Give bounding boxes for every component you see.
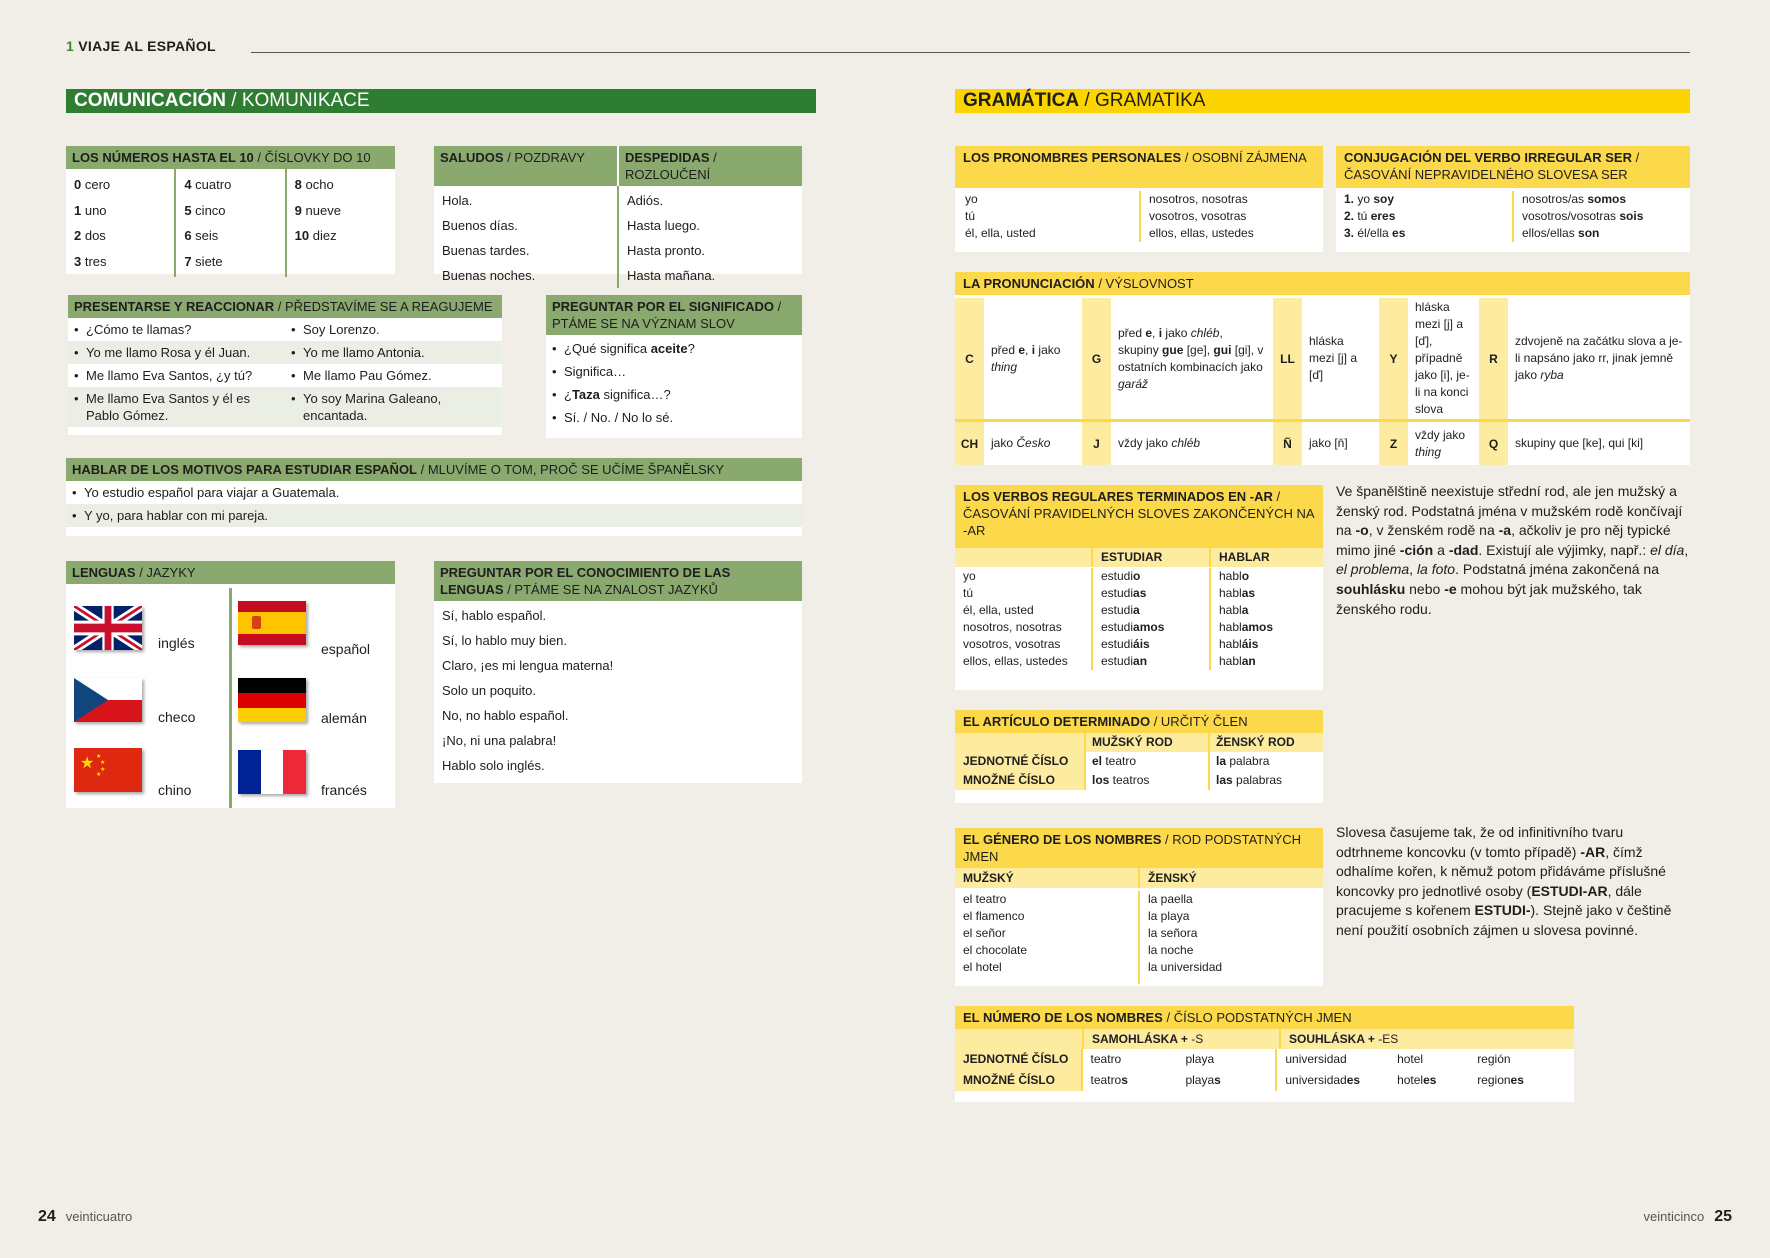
verbo-hablar: hablas bbox=[1219, 586, 1256, 600]
numero-row bbox=[955, 1070, 1574, 1091]
verbo-estudiar: estudio bbox=[1101, 569, 1141, 583]
genero-masculine bbox=[955, 891, 1140, 984]
significado-item: • ¿Taza significa…? bbox=[546, 383, 802, 406]
articulo-row bbox=[955, 752, 1323, 771]
ser-plur-item: ellos/ellas son bbox=[1522, 226, 1600, 240]
numero-cell: playas bbox=[1185, 1073, 1221, 1087]
pronunciacion-letter: CH bbox=[955, 422, 984, 465]
numero-item: 6 seis bbox=[184, 228, 219, 243]
pronunciacion-desc: vždy jako thing bbox=[1415, 427, 1466, 459]
saludo-item: Hola. bbox=[442, 193, 473, 208]
verbo-estudiar: estudiamos bbox=[1101, 620, 1165, 634]
lengua-label: checo bbox=[158, 709, 196, 725]
ser-plur-item: nosotros/as somos bbox=[1522, 192, 1627, 206]
articulo-rows bbox=[955, 752, 1323, 790]
lengua-label: español bbox=[321, 641, 371, 657]
numero-cell: teatro bbox=[1081, 1049, 1178, 1070]
saludos-box bbox=[434, 146, 802, 283]
verbos-col-hablar: HABLAR bbox=[1209, 548, 1323, 567]
pronunciacion-letter: Y bbox=[1379, 298, 1408, 419]
genero-f-item: la playa bbox=[1148, 909, 1190, 923]
verbo-person: nosotros, nosotras bbox=[963, 620, 1062, 634]
presentarse-text: • Me llamo Pau Gómez. bbox=[285, 364, 502, 387]
comunicacion-title-bar: COMUNICACIÓN / KOMUNIKACE bbox=[66, 89, 816, 113]
svg-text:★: ★ bbox=[80, 753, 95, 772]
conocimiento-item: No, no hablo español. bbox=[442, 708, 569, 723]
presentarse-question bbox=[68, 318, 285, 341]
numero-box bbox=[955, 1006, 1574, 1102]
presentarse-question bbox=[68, 341, 285, 364]
pronunciacion-letter: C bbox=[955, 298, 984, 419]
genero-m-item: el chocolate bbox=[963, 943, 1028, 957]
presentarse-text: • Yo me llamo Antonia. bbox=[285, 341, 502, 364]
header-rule bbox=[251, 52, 1690, 53]
numero-item: 4 cuatro bbox=[184, 177, 232, 192]
presentarse-answer bbox=[285, 387, 502, 427]
genero-m-item: el señor bbox=[963, 926, 1006, 940]
verbo-person: él, ella, usted bbox=[963, 603, 1034, 617]
numero-cell: hoteles bbox=[1397, 1073, 1437, 1087]
pronombre-sing: yo bbox=[965, 192, 978, 206]
motivos-heading: HABLAR DE LOS MOTIVOS PARA ESTUDIAR ESPAÑOL / MLUVÍME O TOM, PROČ SE UČÍME ŠPANĚLSKY bbox=[66, 458, 802, 481]
presentarse-text: • ¿Cómo te llamas? bbox=[68, 318, 285, 341]
presentarse-row bbox=[68, 341, 502, 364]
conocimiento-item: Claro, ¡es mi lengua materna! bbox=[442, 658, 614, 673]
motivos-list bbox=[66, 481, 802, 527]
presentarse-row bbox=[68, 387, 502, 427]
ser-singular bbox=[1336, 191, 1514, 242]
presentarse-question bbox=[68, 387, 285, 427]
numero-item: 7 siete bbox=[184, 253, 223, 269]
conocimiento-item: Hablo solo inglés. bbox=[442, 758, 545, 773]
footer-right bbox=[1644, 1208, 1733, 1226]
presentarse-question bbox=[68, 364, 285, 387]
presentarse-answer bbox=[285, 318, 502, 341]
articulo-row bbox=[955, 771, 1323, 790]
verbos-estudiar bbox=[1091, 568, 1209, 670]
articulo-f: la palabra bbox=[1208, 752, 1323, 771]
articulo-box bbox=[955, 710, 1323, 803]
conocimiento-item: Sí, lo hablo muy bien. bbox=[442, 633, 568, 648]
presentarse-text: • Yo soy Marina Galeano, encantada. bbox=[285, 387, 502, 427]
articulo-m: el teatro bbox=[1084, 752, 1208, 771]
numero-cell: universidad bbox=[1275, 1049, 1389, 1070]
numero-item: 3 tres bbox=[74, 253, 107, 269]
numero-cell: universidades bbox=[1275, 1070, 1389, 1091]
presentarse-text: • Me llamo Eva Santos y él es Pablo Gómez. bbox=[68, 387, 285, 427]
presentarse-text: • Me llamo Eva Santos, ¿y tú? bbox=[68, 364, 285, 387]
saludo-item: Buenos días. bbox=[442, 218, 518, 233]
numero-row bbox=[955, 1049, 1574, 1070]
china-flag bbox=[74, 748, 142, 792]
motivo-item: • Yo estudio español para viajar a Guatemala. bbox=[66, 481, 802, 504]
pronombres-plural bbox=[1141, 191, 1323, 242]
pronombres-heading: LOS PRONOMBRES PERSONALES / OSOBNÍ ZÁJMENA bbox=[955, 146, 1323, 188]
pronunciacion-desc: vždy jako chléb bbox=[1118, 436, 1201, 450]
pronunciacion-letter: R bbox=[1479, 298, 1508, 419]
numeros-column bbox=[176, 169, 286, 277]
numero-item: 1 uno bbox=[74, 202, 107, 218]
unit-title: VIAJE AL ESPAÑOL bbox=[78, 38, 216, 54]
presentarse-answer bbox=[285, 364, 502, 387]
conocimiento-list bbox=[434, 601, 802, 778]
despedida-item: Hasta mañana. bbox=[627, 268, 716, 283]
conocimiento-item: ¡No, ni una palabra! bbox=[442, 733, 557, 748]
numero-cell: región bbox=[1477, 1052, 1511, 1066]
genero-f-item: la noche bbox=[1148, 943, 1194, 957]
numeros-heading: LOS NÚMEROS HASTA EL 10 / ČÍSLOVKY DO 10 bbox=[66, 146, 395, 169]
saludo-item: Buenas noches. bbox=[442, 268, 536, 283]
ser-sing-item: 2. tú eres bbox=[1344, 209, 1396, 223]
numero-cell: playa bbox=[1185, 1052, 1215, 1066]
verbos-col-estudiar: ESTUDIAR bbox=[1091, 548, 1209, 567]
despedida-item: Hasta luego. bbox=[627, 218, 700, 233]
pronunciacion-box bbox=[955, 272, 1690, 465]
verbos-persons bbox=[955, 568, 1091, 670]
verbo-estudiar: estudian bbox=[1101, 654, 1148, 668]
ser-sing-item: 1. yo soy bbox=[1344, 192, 1395, 206]
conocimiento-item: Sí, hablo español. bbox=[442, 608, 547, 623]
articulo-col-f: ŽENSKÝ ROD bbox=[1208, 733, 1323, 752]
verbo-person: vosotros, vosotras bbox=[963, 637, 1061, 651]
pronombre-sing: tú bbox=[965, 209, 976, 223]
uk-flag bbox=[74, 606, 142, 650]
page-word-right: veinticinco bbox=[1643, 1209, 1705, 1224]
presentarse-text: • Yo me llamo Rosa y él Juan. bbox=[68, 341, 285, 364]
despedidas-heading: DESPEDIDAS / ROZLOUČENÍ bbox=[619, 146, 802, 186]
pronunciacion-desc: skupiny que [ke], qui [ki] bbox=[1515, 436, 1644, 450]
verbos-hablar bbox=[1209, 568, 1323, 670]
pronunciacion-letter: J bbox=[1082, 422, 1111, 465]
numero-item: 0 cero bbox=[74, 177, 111, 192]
pronunciacion-desc: hláska mezi [j] a [ď] bbox=[1309, 334, 1358, 382]
genero-f-item: la paella bbox=[1148, 892, 1193, 906]
conocimiento-box bbox=[434, 561, 802, 783]
pronunciacion-letter: G bbox=[1082, 298, 1111, 419]
verbo-hablar: hablan bbox=[1219, 654, 1256, 668]
ser-plural bbox=[1514, 191, 1690, 242]
pronunciacion-desc: zdvojeně na začátku slova a je-li napsáno jako rr, jinak jemně jako ryba bbox=[1515, 334, 1683, 382]
presentarse-text: • Soy Lorenzo. bbox=[285, 318, 502, 341]
numero-col-vowel: SAMOHLÁSKA + -S bbox=[1082, 1029, 1279, 1049]
significado-item: • ¿Qué significa aceite? bbox=[546, 337, 802, 360]
gramatica-title-bar: GRAMÁTICA / GRAMATIKA bbox=[955, 89, 1690, 113]
pronunciacion-letter: Ñ bbox=[1273, 422, 1302, 465]
svg-text:★: ★ bbox=[100, 766, 106, 773]
numero-item: 9 nueve bbox=[294, 202, 341, 218]
numero-item: 10 diez bbox=[294, 228, 337, 243]
numero-rows bbox=[955, 1049, 1574, 1091]
presentarse-box bbox=[68, 295, 502, 435]
articulo-m: los teatros bbox=[1084, 771, 1208, 790]
conocimiento-heading: PREGUNTAR POR EL CONOCIMIENTO DE LAS LENGUAS / PTÁME SE NA ZNALOST JAZYKŮ bbox=[434, 561, 802, 601]
significado-item: • Sí. / No. / No lo sé. bbox=[546, 406, 802, 429]
presentarse-row bbox=[68, 364, 502, 387]
significado-box bbox=[546, 295, 802, 438]
svg-text:★: ★ bbox=[96, 771, 102, 778]
lengua-label: alemán bbox=[321, 710, 367, 726]
pronunciacion-desc: jako [ň] bbox=[1309, 436, 1348, 450]
pronunciacion-heading: LA PRONUNCIACIÓN / VÝSLOVNOST bbox=[955, 272, 1690, 295]
verbo-hablar: hablo bbox=[1219, 569, 1250, 583]
ser-box bbox=[1336, 146, 1690, 252]
saludos-heading: SALUDOS / POZDRAVY bbox=[434, 146, 619, 186]
numero-cell: hotel bbox=[1397, 1052, 1424, 1066]
presentarse-heading: PRESENTARSE Y REACCIONAR / PŘEDSTAVÍME SE A REAGUJEME bbox=[68, 295, 502, 318]
lenguas-box bbox=[66, 561, 395, 808]
pronunciacion-letter: LL bbox=[1273, 298, 1302, 419]
motivo-item: • Y yo, para hablar con mi pareja. bbox=[66, 504, 802, 527]
germany-flag bbox=[238, 678, 306, 722]
page-word-left: veinticuatro bbox=[65, 1209, 133, 1224]
significado-heading: PREGUNTAR POR EL SIGNIFICADO / PTÁME SE NA VÝZNAM SLOV bbox=[546, 295, 802, 335]
france-flag bbox=[238, 750, 306, 794]
genero-m-item: el hotel bbox=[963, 960, 1002, 974]
conocimiento-item: Solo un poquito. bbox=[442, 683, 536, 698]
lengua-label: chino bbox=[158, 782, 192, 798]
svg-text:★: ★ bbox=[100, 759, 106, 766]
numero-cell: regiones bbox=[1477, 1073, 1524, 1087]
numero-cell: teatros bbox=[1081, 1070, 1178, 1091]
genero-heading: EL GÉNERO DE LOS NOMBRES / ROD PODSTATNÝCH JMEN bbox=[955, 828, 1323, 868]
numeros-box bbox=[66, 146, 395, 274]
verbo-estudiar: estudia bbox=[1101, 603, 1140, 617]
genero-f-item: la universidad bbox=[1148, 960, 1223, 974]
pronombre-plur: ellos, ellas, ustedes bbox=[1149, 226, 1254, 240]
saludo-item: Buenas tardes. bbox=[442, 243, 530, 258]
pronunciacion-desc: před e, i jako chléb, skupiny gue [ge], gui [gi], v ostatních kombinacích jako garáž bbox=[1118, 325, 1264, 391]
footer-left bbox=[38, 1208, 132, 1226]
genero-m-item: el flamenco bbox=[963, 909, 1025, 923]
numeros-column bbox=[287, 169, 395, 277]
articulo-label: JEDNOTNÉ ČÍSLO bbox=[955, 752, 1084, 771]
ser-heading: CONJUGACIÓN DEL VERBO IRREGULAR SER / ČASOVÁNÍ NEPRAVIDELNÉHO SLOVESA SER bbox=[1336, 146, 1690, 188]
despedida-item: Hasta pronto. bbox=[627, 243, 706, 258]
presentarse-row bbox=[68, 318, 502, 341]
significado-list bbox=[546, 335, 802, 429]
verbos-box bbox=[955, 485, 1323, 690]
numero-item: 8 ocho bbox=[294, 177, 334, 192]
pronombres-singular bbox=[955, 191, 1141, 242]
verbo-hablar: hablamos bbox=[1219, 620, 1274, 634]
articulo-col-m: MUŽSKÝ ROD bbox=[1084, 733, 1208, 752]
ser-sing-item: 3. él/ella es bbox=[1344, 226, 1406, 240]
verbo-person: tú bbox=[963, 586, 974, 600]
genero-box bbox=[955, 828, 1323, 986]
presentarse-answer bbox=[285, 341, 502, 364]
verbo-estudiar: estudiáis bbox=[1101, 637, 1150, 651]
lenguas-divider bbox=[229, 588, 232, 808]
verbos-explanation: Slovesa časujeme tak, že od infinitivního tvaru odtrhneme koncovku (v tomto případě) -AR, čímž odhalíme kořen, k němuž potom přidáváme příslušné koncovky pro jednotlivé osoby (ESTUDI-AR, dále pracujeme s kořenem ESTUDI-). Stejně jako v češtině není použití osobních zájmen u slovesa povinné. bbox=[1336, 824, 1672, 938]
numero-item: 5 cinco bbox=[184, 202, 226, 218]
numeros-columns bbox=[66, 169, 395, 277]
pronombre-sing: él, ella, usted bbox=[965, 226, 1036, 240]
genero-feminine bbox=[1140, 891, 1323, 984]
verbo-hablar: habláis bbox=[1219, 637, 1259, 651]
despedida-item: Adiós. bbox=[627, 193, 664, 208]
presentarse-rows bbox=[68, 318, 502, 427]
page-number-left: 24 bbox=[38, 1208, 56, 1225]
verbos-heading: LOS VERBOS REGULARES TERMINADOS EN -AR / ČASOVÁNÍ PRAVIDELNÝCH SLOVES ZAKONČENÝCH NA -AR bbox=[955, 485, 1323, 548]
pronunciacion-letter: Q bbox=[1479, 422, 1508, 465]
genero-f-item: la señora bbox=[1148, 926, 1198, 940]
page-number-right: 25 bbox=[1714, 1208, 1732, 1225]
genero-m-item: el teatro bbox=[963, 892, 1007, 906]
numero-heading: EL NÚMERO DE LOS NOMBRES / ČÍSLO PODSTATNÝCH JMEN bbox=[955, 1006, 1574, 1029]
lengua-label: inglés bbox=[158, 635, 195, 651]
significado-item: • Significa… bbox=[546, 360, 802, 383]
running-header bbox=[66, 38, 216, 54]
ser-plur-item: vosotros/vosotras sois bbox=[1522, 209, 1644, 223]
genero-col-f: ŽENSKÝ bbox=[1148, 871, 1197, 885]
lenguas-heading: LENGUAS / JAZYKY bbox=[66, 561, 395, 584]
numero-label: JEDNOTNÉ ČÍSLO bbox=[955, 1049, 1081, 1070]
verbo-person: ellos, ellas, ustedes bbox=[963, 654, 1068, 668]
saludos-list bbox=[434, 186, 619, 288]
articulo-label: MNOŽNÉ ČÍSLO bbox=[955, 771, 1084, 790]
spain-flag bbox=[238, 601, 306, 645]
verbo-hablar: habla bbox=[1219, 603, 1249, 617]
motivos-box bbox=[66, 458, 802, 536]
numero-col-consonant: SOUHLÁSKA + -ES bbox=[1279, 1029, 1574, 1049]
numeros-column bbox=[66, 169, 176, 277]
genero-col-m: MUŽSKÝ bbox=[955, 868, 1140, 888]
lengua-label: francés bbox=[321, 782, 367, 798]
numero-item: 2 dos bbox=[74, 228, 106, 243]
pronombre-plur: vosotros, vosotras bbox=[1149, 209, 1247, 223]
genero-explanation: Ve španělštině neexistuje střední rod, ale jen mužský a ženský rod. Podstatná jména v mužském rodě končívají na -o, v ženském rodě na -a, ačkoliv je pro něj typické mimo jiné -ción a -dad. Existují ale výjimky, např.: el día, el problema, la foto. Podstatná jména zakončená na souhlásku nebo -e mohou být jak mužského, tak ženského rodu. bbox=[1336, 483, 1689, 617]
pronunciacion-desc: hláska mezi [j] a [ď], případně jako [i], je-li na konci slova bbox=[1415, 300, 1470, 416]
svg-text:★: ★ bbox=[96, 753, 102, 760]
despedidas-list bbox=[619, 186, 802, 288]
articulo-heading: EL ARTÍCULO DETERMINADO / URČITÝ ČLEN bbox=[955, 710, 1323, 733]
pronombres-box bbox=[955, 146, 1323, 252]
pronombre-plur: nosotros, nosotras bbox=[1149, 192, 1248, 206]
verbo-estudiar: estudias bbox=[1101, 586, 1147, 600]
pronunciacion-desc: před e, i jako thing bbox=[991, 342, 1061, 374]
pronunciacion-letter: Z bbox=[1379, 422, 1408, 465]
numero-label: MNOŽNÉ ČÍSLO bbox=[955, 1070, 1081, 1091]
pronunciacion-desc: jako Česko bbox=[991, 436, 1051, 450]
unit-number: 1 bbox=[66, 38, 75, 54]
verbo-person: yo bbox=[963, 569, 976, 583]
czech-flag bbox=[74, 678, 142, 722]
articulo-f: las palabras bbox=[1208, 771, 1323, 790]
